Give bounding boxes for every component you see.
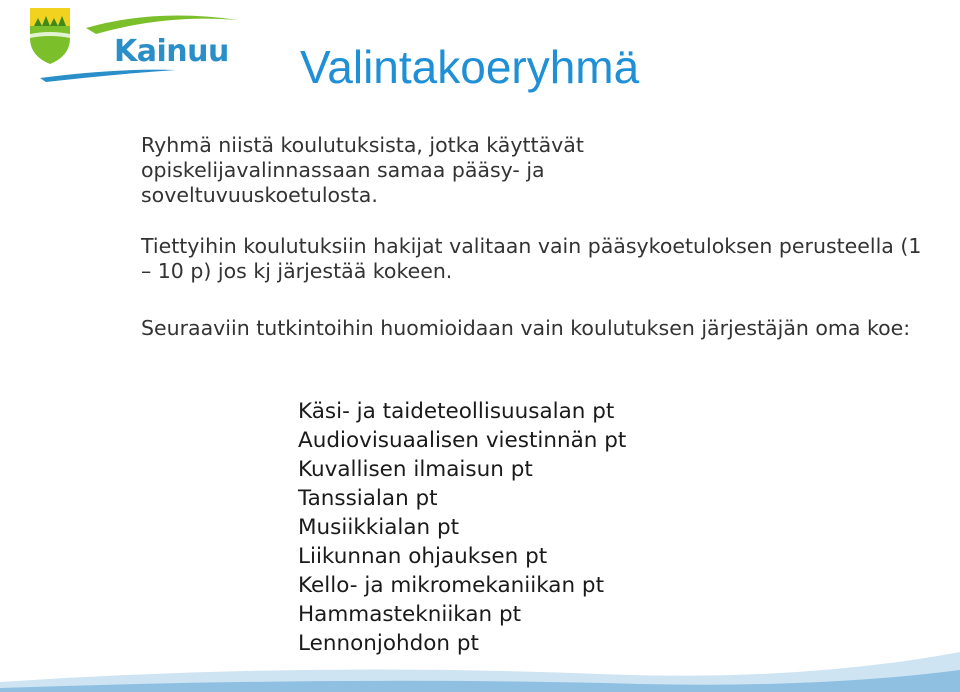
list-item: Musiikkialan pt bbox=[298, 515, 460, 540]
logo-text: Kainuu bbox=[114, 34, 229, 69]
footer-wave bbox=[0, 612, 960, 692]
list-item: Audiovisuaalisen viestinnän pt bbox=[298, 428, 627, 453]
list-item: Kuvallisen ilmaisun pt bbox=[298, 457, 533, 482]
list-item: Lennonjohdon pt bbox=[298, 631, 479, 656]
list-item: Liikunnan ohjauksen pt bbox=[298, 544, 548, 569]
list-item: Käsi- ja taideteollisuusalan pt bbox=[298, 399, 615, 424]
slide-title: Valintakoeryhmä bbox=[300, 41, 640, 93]
kainuu-logo bbox=[26, 4, 246, 84]
list-item: Kello- ja mikromekaniikan pt bbox=[298, 573, 604, 598]
paragraph-entrance-exam: Tiettyihin koulutuksiin hakijat valitaan vain pääsykoetuloksen perusteella (1 – 10 p) jos kj järjestää kokeen. bbox=[141, 234, 922, 283]
paragraph-definition: Ryhmä niistä koulutuksista, jotka käyttävät opiskelijavalinnassaan samaa pääsy- ja soveltuvuuskoetulosta. bbox=[141, 133, 584, 207]
list-item: Tanssialan pt bbox=[298, 486, 438, 511]
list-item: Hammastekniikan pt bbox=[298, 602, 522, 627]
paragraph-own-exam: Seuraaviin tutkintoihin huomioidaan vain koulutuksen järjestäjän oma koe: bbox=[141, 316, 911, 340]
